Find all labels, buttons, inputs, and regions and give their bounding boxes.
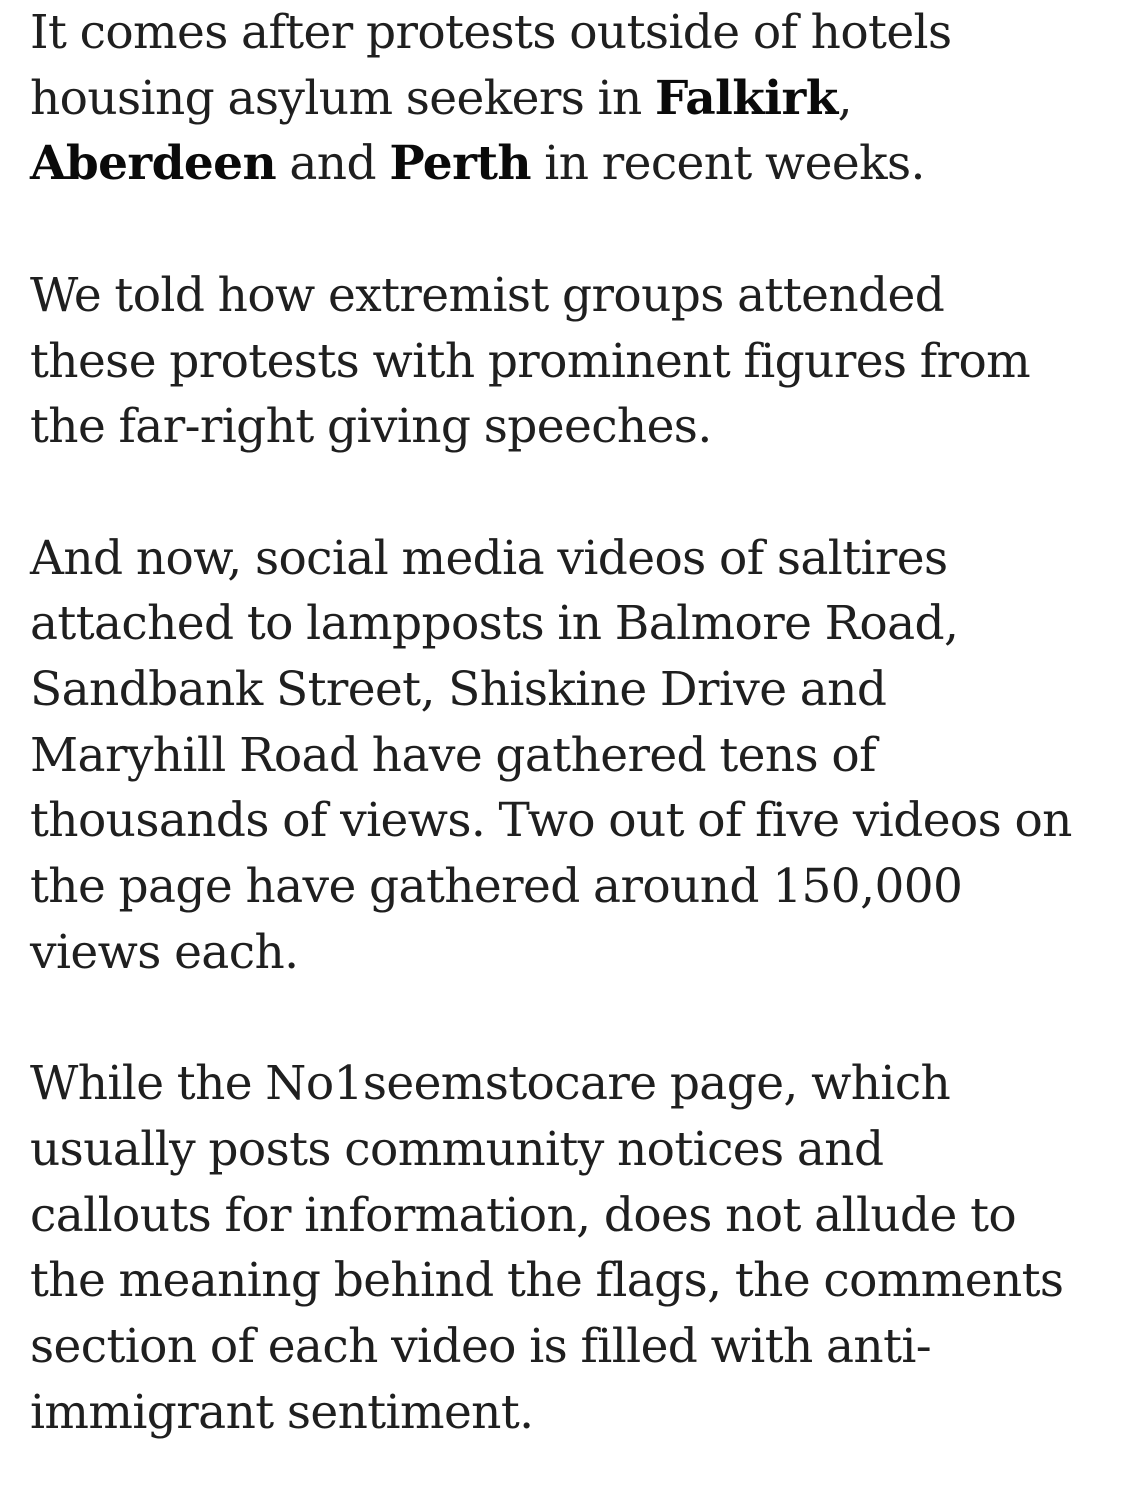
paragraph-line: the meaning behind the flags, the comments [30,1253,1064,1309]
paragraph-line: It comes after protests outside of hotels [30,5,952,60]
link-falkirk[interactable]: Falkirk [655,70,838,126]
paragraph-line [30,131,1110,197]
line-text: housing asylum seekers in [30,70,655,126]
link-aberdeen[interactable]: Aberdeen [30,136,277,192]
paragraph-line: attached to lampposts in Balmore Road, [30,596,959,652]
paragraph-protests [30,0,1110,197]
paragraph-line: section of each video is filled with anti- [30,1319,932,1375]
line-tail-text: in recent weeks. [530,136,925,192]
paragraph-extremist-groups [30,263,1110,460]
paragraph-line [30,66,1110,132]
paragraph-line: views each. [30,924,299,980]
paragraph-line: the page have gathered around 150,000 [30,859,963,915]
paragraph-line: thousands of views. Two out of five videos on [30,793,1072,849]
paragraph-line: immigrant sentiment. [30,1384,534,1440]
paragraph-line: While the No1seemstocare page, which [30,1056,951,1112]
paragraph-line: usually posts community notices and [30,1121,884,1177]
paragraph-line: the far-right giving speeches. [30,399,712,455]
paragraph-line: Maryhill Road have gathered tens of [30,727,876,783]
article-body [30,0,1110,1511]
link-perth[interactable]: Perth [389,136,531,192]
paragraph-line: And now, social media videos of saltires [30,530,948,586]
comma-text: , [837,70,852,126]
paragraph-social-media-videos [30,526,1110,986]
paragraph-line: Sandbank Street, Shiskine Drive and [30,662,887,717]
and-text: and [276,136,390,192]
paragraph-line: We told how extremist groups attended [30,267,945,323]
paragraph-comments-sentiment [30,1051,1110,1445]
paragraph-line: these protests with prominent figures from [30,333,1031,389]
paragraph-line: callouts for information, does not allude to [30,1187,1017,1243]
